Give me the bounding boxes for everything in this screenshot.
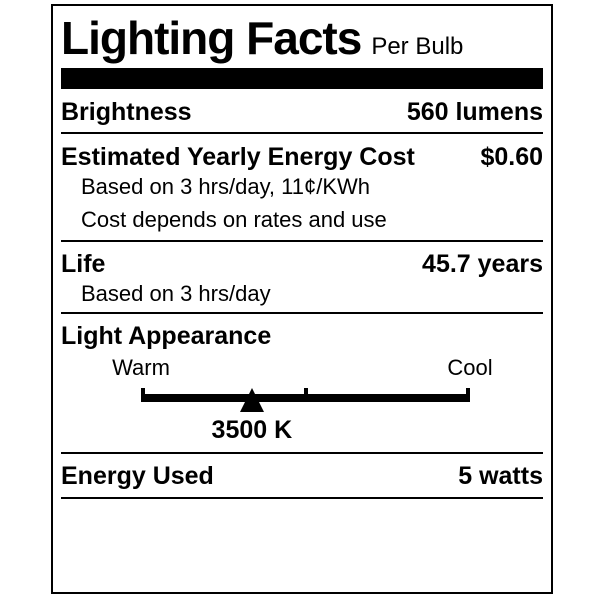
kelvin-value: 3500 K	[211, 416, 293, 444]
life-note-basis: Based on 3 hrs/day	[81, 281, 271, 306]
energy-used-row	[61, 463, 543, 489]
light-appearance-row	[61, 323, 543, 349]
energy-used-value: 5 watts	[458, 462, 543, 490]
energy-cost-section	[61, 134, 543, 240]
light-appearance-label: Light Appearance	[61, 322, 272, 350]
life-label: Life	[61, 250, 106, 278]
cool-label: Cool	[447, 355, 493, 380]
life-section	[61, 242, 543, 312]
brightness-value: 560 lumens	[406, 98, 543, 126]
kelvin-value-row	[141, 417, 470, 443]
energy-cost-note-basis: Based on 3 hrs/day, 11¢/KWh	[81, 174, 371, 199]
divider-after-energy-used	[61, 497, 543, 499]
brightness-row	[61, 99, 543, 125]
color-temperature-scale	[141, 388, 470, 412]
warm-label: Warm	[112, 355, 170, 380]
lighting-facts-label	[51, 4, 553, 594]
warm-cool-labels	[61, 355, 543, 381]
life-row	[61, 251, 543, 277]
brightness-section	[61, 89, 543, 132]
scale-center-tick	[304, 388, 308, 402]
kelvin-marker-triangle-icon	[240, 388, 264, 412]
scale-right-end-tick	[466, 388, 470, 402]
energy-cost-value: $0.60	[480, 143, 543, 171]
energy-used-section	[61, 454, 543, 497]
header-thick-rule	[61, 68, 543, 89]
energy-cost-row	[61, 144, 543, 170]
energy-cost-label: Estimated Yearly Energy Cost	[61, 143, 415, 171]
light-appearance-section	[61, 314, 543, 452]
life-value: 45.7 years	[422, 250, 543, 278]
label-header	[61, 12, 543, 64]
energy-cost-note-rates: Cost depends on rates and use	[81, 207, 387, 232]
energy-used-label: Energy Used	[61, 462, 214, 490]
brightness-label: Brightness	[61, 98, 192, 126]
label-subtitle: Per Bulb	[371, 33, 464, 60]
label-title: Lighting Facts	[61, 12, 362, 64]
